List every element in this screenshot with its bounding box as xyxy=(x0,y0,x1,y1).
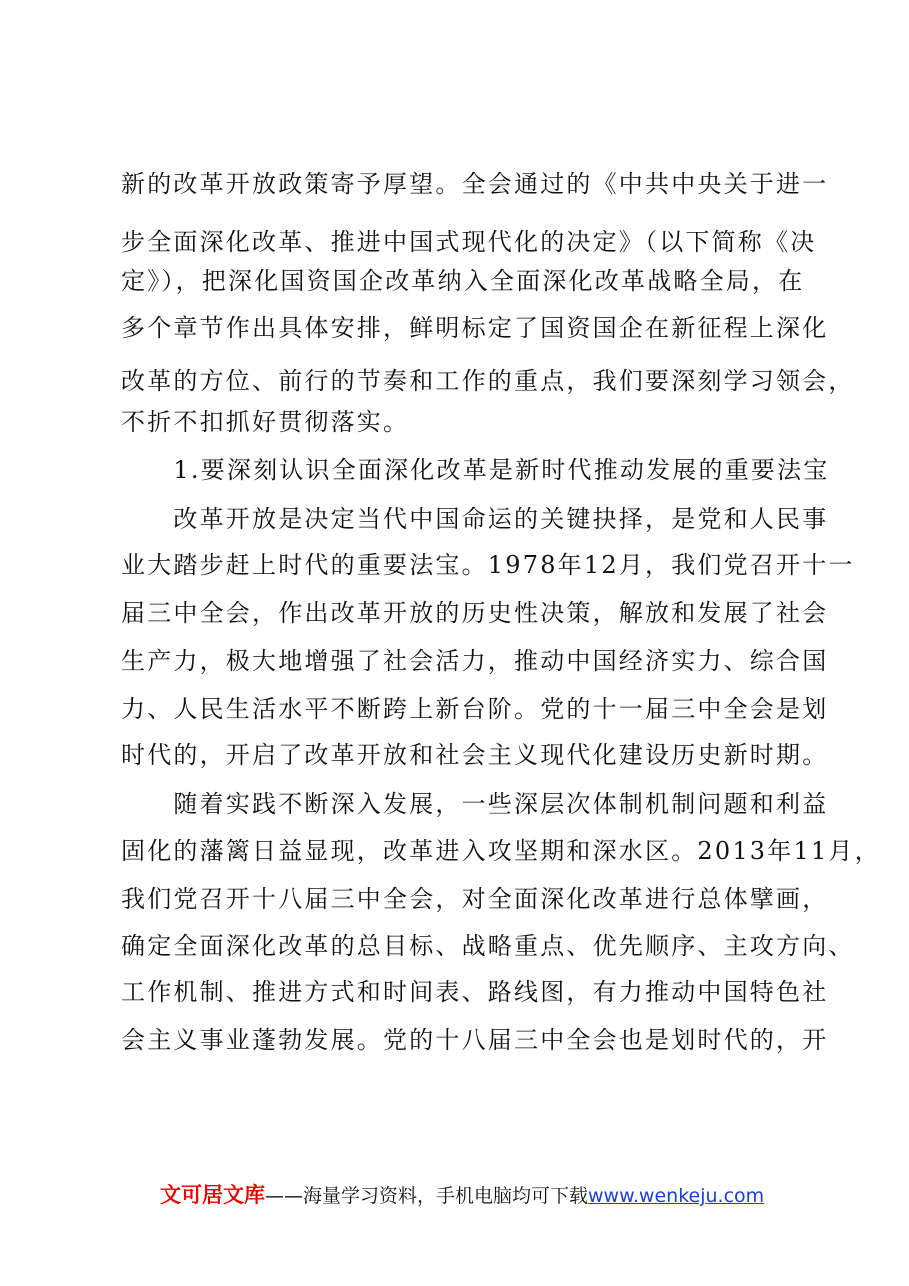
body-text-line: 我们党召开十八届三中全会，对全面深化改革进行总体擘画， xyxy=(121,885,829,913)
section-heading: 1.要深刻认识全面深化改革是新时代推动发展的重要法宝 xyxy=(121,456,830,484)
body-text-line: 不折不扣抓好贯彻落实。 xyxy=(121,408,410,436)
body-text-line: 力、人民生活水平不断跨上新台阶。党的十一届三中全会是划 xyxy=(121,695,829,723)
body-text-line: 新的改革开放政策寄予厚望。全会通过的《中共中央关于进一 xyxy=(121,170,829,198)
body-text-line: 届三中全会，作出改革开放的历史性决策，解放和发展了社会 xyxy=(121,599,829,627)
brand-name: 文可居文库 xyxy=(160,1183,265,1207)
body-text-line: 工作机制、推进方式和时间表、路线图，有力推动中国特色社 xyxy=(121,978,829,1006)
body-text-line: 固化的藩篱日益显现，改革进入攻坚期和深水区。2013年11月， xyxy=(121,837,881,865)
footer-slogan: ——海量学习资料，手机电脑均可下载 xyxy=(265,1185,589,1207)
body-text-line: 多个章节作出具体安排，鲜明标定了国资国企在新征程上深化 xyxy=(121,314,829,342)
body-text-line: 会主义事业蓬勃发展。党的十八届三中全会也是划时代的，开 xyxy=(121,1026,829,1054)
body-text-line: 定》），把深化国资国企改革纳入全面深化改革战略全局，在 xyxy=(121,267,805,295)
body-text-line: 生产力，极大地增强了社会活力，推动中国经济实力、综合国 xyxy=(121,647,829,675)
body-text-line: 改革开放是决定当代中国命运的关键抉择，是党和人民事 xyxy=(121,505,829,533)
body-text-line: 时代的，开启了改革开放和社会主义现代化建设历史新时期。 xyxy=(121,741,829,769)
body-text-line: 业大踏步赶上时代的重要法宝。1978年12月，我们党召开十一 xyxy=(121,551,855,579)
website-link[interactable]: www.wenkeju.com xyxy=(588,1185,765,1207)
body-text-line: 随着实践不断深入发展，一些深层次体制机制问题和利益 xyxy=(121,790,829,818)
body-text-line: 确定全面深化改革的总目标、战略重点、优先顺序、主攻方向、 xyxy=(121,932,855,960)
body-text-line: 步全面深化改革、推进中国式现代化的决定》（以下简称《决 xyxy=(121,228,817,256)
body-text-line: 改革的方位、前行的节奏和工作的重点，我们要深刻学习领会， xyxy=(121,367,855,395)
footer-banner xyxy=(160,1182,764,1209)
